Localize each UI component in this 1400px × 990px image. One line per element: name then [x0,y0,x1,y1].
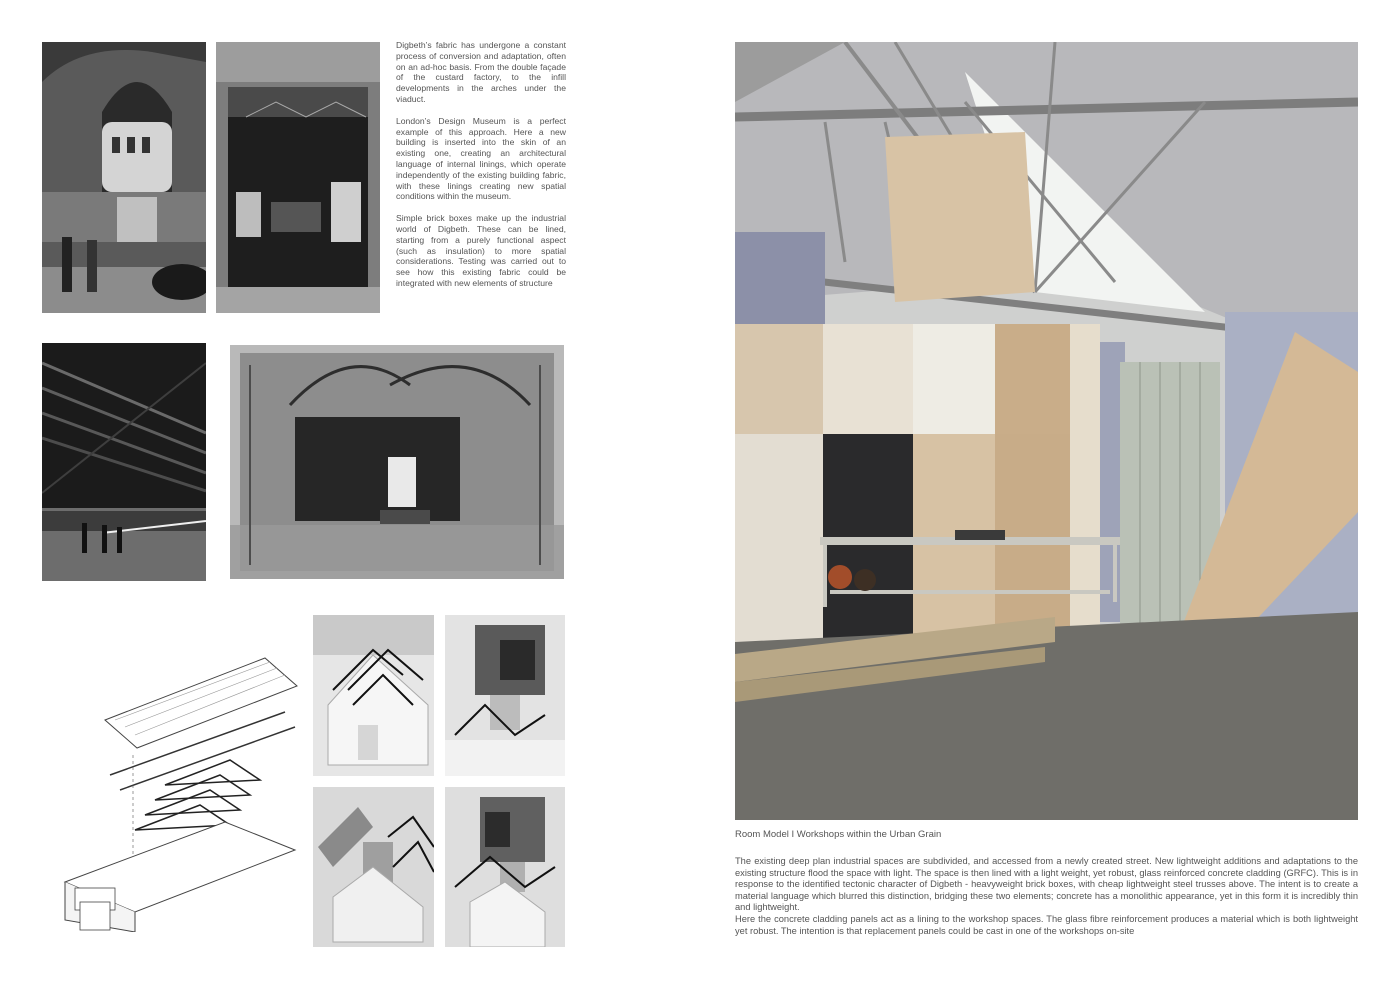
exploded-axonometric-drawing [55,650,300,932]
intro-text-column [396,40,566,300]
intro-paragraph-2: London’s Design Museum is a perfect example of this approach. Here a new building is inserted into the skin of an existing one, creating an architectural language of internal linings, which operate independently of the existing building fabric, with these linings creating new spatial conditions within the museum. [396,115,566,202]
description-paragraph-1: The existing deep plan industrial spaces are subdivided, and accessed from a newly created street. New lightweight additions and adaptations to the existing structure flood the space with light. The space is then lined with a light weight, yet robust, glass reinforced concrete cladding (GRFC). This is in response to the identified tectonic character of Digbeth - heavyweight brick boxes, with cheap lightweight steel trusses above. The intent is to create a material language which blurred this distinction, bridging these two elements; concrete has a monolithic appearance, yet in this form it is incredibly thin and lightweight. [735,856,1358,913]
model-photo-trusses-1 [313,615,434,776]
project-description [735,856,1358,937]
photo-design-museum [42,343,206,581]
intro-paragraph-1: Digbeth’s fabric has undergone a constant process of conversion and adaptation, often on an ad-hoc basis. From the double façade of the custard factory, to the infill developments in the arches under the viaduct. [396,40,566,104]
charcoal-sketch-drawing [230,345,564,579]
model-photo-tower-1 [445,615,565,776]
photo-garage-workshop [216,42,380,313]
intro-paragraph-3: Simple brick boxes make up the industrial world of Digbeth. These can be lined, starting from a purely functional aspect (such as insulation) to more spatial considerations. Testing was carried out to see how this existing fabric could be integrated with new elements of structure [396,213,566,288]
model-photo-trusses-2 [313,787,434,947]
photo-caption: Room Model I Workshops within the Urban Grain [735,829,942,840]
room-model-main-photo [735,42,1358,820]
model-photo-tower-2 [445,787,565,947]
photo-viaduct-street [42,42,206,313]
description-paragraph-2: Here the concrete cladding panels act as a lining to the workshop spaces. The glass fibre reinforcement produces a material which is both lightweight yet robust. The intention is that replacement panels could be cast in one of the workshops on-site [735,913,1358,936]
